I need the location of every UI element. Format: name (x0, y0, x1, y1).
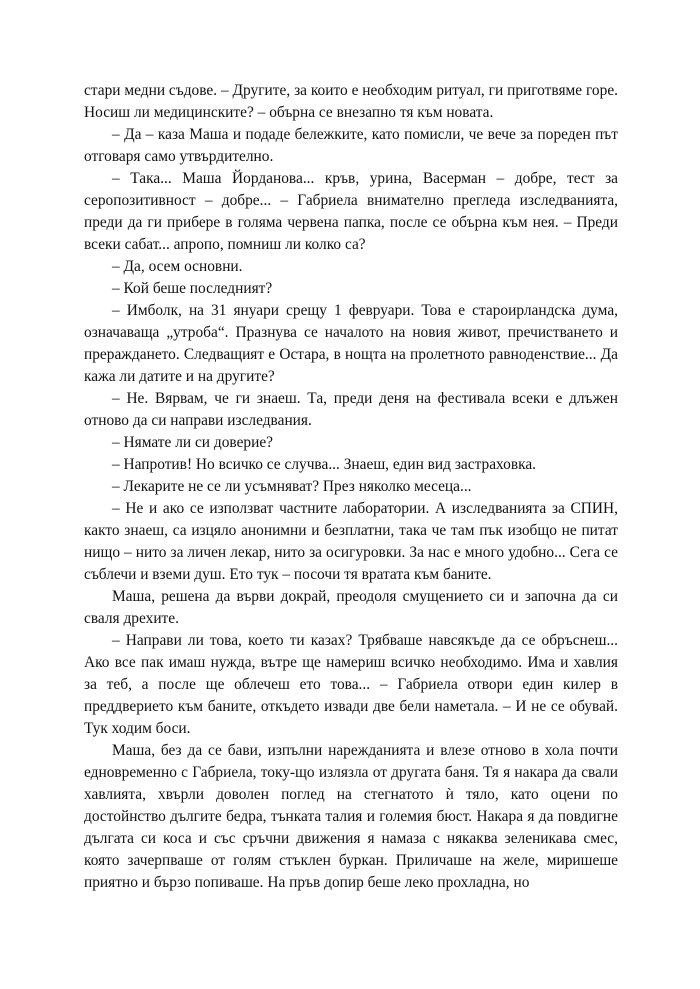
paragraph: – Да, осем основни. (112, 258, 243, 275)
paragraph: – Не. Вярвам, че ги знаеш. Та, преди деня на фестивала всеки е длъжен отново да си направи изследвания. (84, 390, 618, 429)
page-body (84, 80, 618, 894)
paragraph: – Да – каза Маша и подаде бележките, като помисли, че вече за пореден път отговаря само утвърдително. (84, 126, 618, 165)
paragraph: – Имболк, на 31 януари срещу 1 февруари. Това е староирландска дума, означаваща „утроба“. Празнува се началото на новия живот, пречистването и прераждането. Следващият е Остара, в нощта на пролетното равноденствие... Да кажа ли датите и на другите? (84, 302, 618, 385)
paragraph: – Напротив! Но всичко се случва... Знаеш, един вид застраховка. (112, 456, 537, 473)
paragraph: – Нямате ли си доверие? (112, 434, 274, 451)
paragraph: – Така... Маша Йорданова... кръв, урина, Васерман – добре, тест за серопозитивност – добре... – Габриела внимателно прегледа изследванията, преди да ги прибере в голяма червена папка, после се обърна към нея. – Преди всеки сабат... апропо, помниш ли колко са? (84, 170, 618, 253)
paragraph: – Лекарите не се ли усъмняват? През няколко месеца... (112, 478, 472, 495)
paragraph: – Направи ли това, което ти казах? Трябваше навсякъде да се обръснеш... Ако все пак имаш нужда, вътре ще намериш всичко необходимо. Има и хавлия за теб, а после ще облечеш ето това... – Габриела отвори един килер в преддверието към баните, откъдето извади две бели наметала. – И не се обувай. Тук ходим боси. (84, 632, 618, 737)
paragraph: – Кой беше последният? (112, 280, 273, 297)
paragraph: стари медни съдове. – Другите, за които е необходим ритуал, ги приготвяме горе. Носиш ли медицинските? – обърна се внезапно тя към новата. (84, 82, 618, 121)
paragraph: – Не и ако се използват частните лаборатории. А изследванията за СПИН, както знаеш, са изцяло анонимни и безплатни, така че там пък изобщо не питат нищо – нито за личен лекар, нито за осигуровки. За нас е много удобно... Сега се съблечи и вземи душ. Ето тук – посочи тя вратата към баните. (84, 500, 618, 583)
paragraph: Маша, решена да върви докрай, преодоля смущението си и започна да си сваля дрехите. (84, 588, 618, 627)
paragraph: Маша, без да се бави, изпълни нарежданията и влезе отново в хола почти едновременно с Габриела, току-що излязла от другата баня. Тя я накара да свали хавлията, хвърли доволен поглед на стегнатото ѝ тяло, като оцени по достойнство дългите бедра, тънката талия и големия бюст. Накара я да повдигне дългата си коса и със сръчни движения я намаза с някаква зеленикава смес, която зачерпваше от голям стъклен буркан. Приличаше на желе, миришеше приятно и бързо попиваше. На пръв допир беше леко прохладна, но (84, 742, 618, 891)
